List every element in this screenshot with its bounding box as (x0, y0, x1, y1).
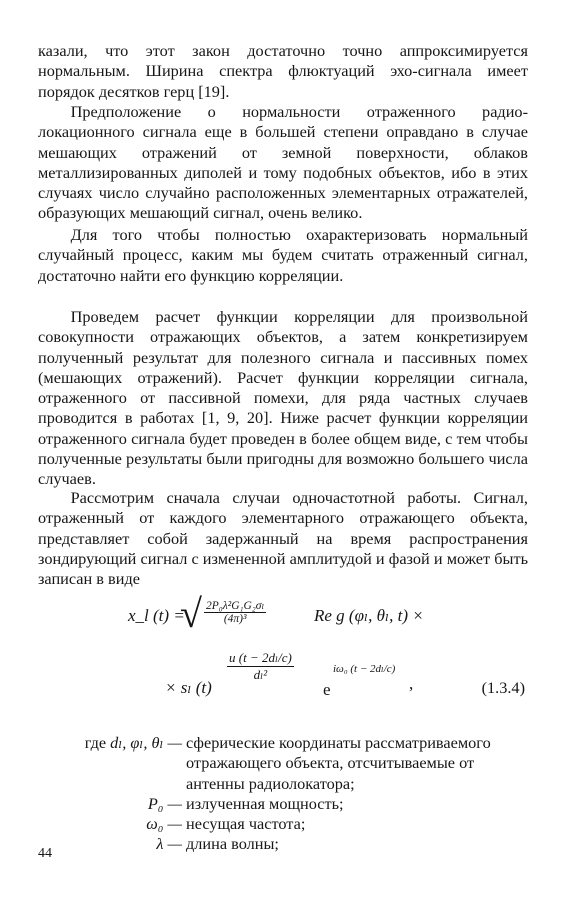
definition-text: длина волны; (186, 834, 279, 854)
equation-line1-rest: Re g (φₗ, θₗ, t) × (314, 606, 424, 625)
equation-line-2 (165, 640, 525, 706)
amplitude-denominator: dₗ² (253, 667, 268, 682)
equation-number: (1.3.4) (481, 678, 525, 697)
definition-symbol: где dₗ, φₗ, θₗ — (84, 733, 182, 752)
definition-row (46, 733, 536, 794)
equation-comma: , (409, 674, 414, 693)
variable-definitions (46, 733, 536, 855)
definition-row (46, 814, 536, 834)
definition-text: несущая частота; (186, 814, 306, 834)
sqrt-denominator: (4π)³ (223, 613, 247, 625)
definition-symbol: P₀ — (147, 793, 182, 813)
sqrt-fraction (204, 598, 266, 625)
equation-lhs: x_l (t) = (128, 606, 185, 625)
definition-intro: где (84, 733, 107, 752)
paragraph-text: казали, что этот закон достаточно точно аппроксимируется нормальным. Ширина спектра флюктуаций эхо-сигнала имеет порядок десятков герц [19]. (38, 41, 528, 101)
paragraph-4 (38, 307, 528, 490)
sqrt-numerator: 2P₀λ²G₁G₂σₗ (206, 600, 265, 612)
definition-row (46, 794, 536, 814)
definition-symbol: λ — (156, 834, 182, 854)
equation-line-1 (128, 592, 448, 646)
sqrt-sign-icon: √ (180, 591, 202, 636)
paragraph-1 (38, 41, 528, 102)
paragraph-text: Для того чтобы полностью охарактеризовать нормальный случайный процесс, каким мы будем считать отраженный сигнал, достаточно найти его функцию корреляции. (38, 225, 528, 285)
paragraph-3 (38, 225, 528, 286)
paragraph-text: Предположение о нормальности отраженного радиолокационного сигнала еще в большей степени оправдано в случае мешающих отражений от земной поверхности, облаков металлизированных диполей и тому подобных объектов, ибо в этих случаях число случайно расположенных элементарных отражателей, образующих мешающий сигнал, очень велико. (38, 102, 528, 223)
definition-row (46, 834, 536, 854)
paragraph-5 (38, 488, 528, 589)
page-number: 44 (38, 846, 52, 861)
definition-text: излученная мощность; (186, 793, 344, 813)
exponent: iω₀ (t − 2dₗ/c) (333, 663, 396, 675)
definition-symbol: ω₀ — (146, 814, 182, 834)
equation-line2-start: × sₗ (t) (165, 678, 212, 697)
definition-text: сферические координаты рассматриваемого отражающего объекта, отсчитываемые от антенны радиолокатора; (186, 733, 491, 793)
amplitude-fraction (227, 650, 294, 683)
paragraph-text: Рассмотрим сначала случаи одночастотной работы. Сигнал, отраженный от каждого элементарного отражающего объекта, представляет собой задержанный на время распространения зондирующий сигнал с измененной амплитудой и фазой и может быть записан в виде (38, 488, 528, 589)
paragraph-2 (38, 102, 528, 224)
exp-base: e (323, 680, 331, 699)
paragraph-text: Проведем расчет функции корреляции для произвольной совокупности отражающих объектов, а затем конкретизируем полученный результат для полезного сигнала и пассивных помех (мешающих отражений). Расчет функции корреляции сигнала, отраженного от пассивной помехи, для ряда частных случаев проводится в работах [1, 9, 20]. Ниже расчет функции корреляции отраженного сигнала будет проведен в более общем виде, с тем чтобы полученные результаты были пригодны для возможно большего числа случаев. (38, 307, 528, 489)
amplitude-numerator: u (t − 2dₗ/c) (229, 650, 292, 665)
